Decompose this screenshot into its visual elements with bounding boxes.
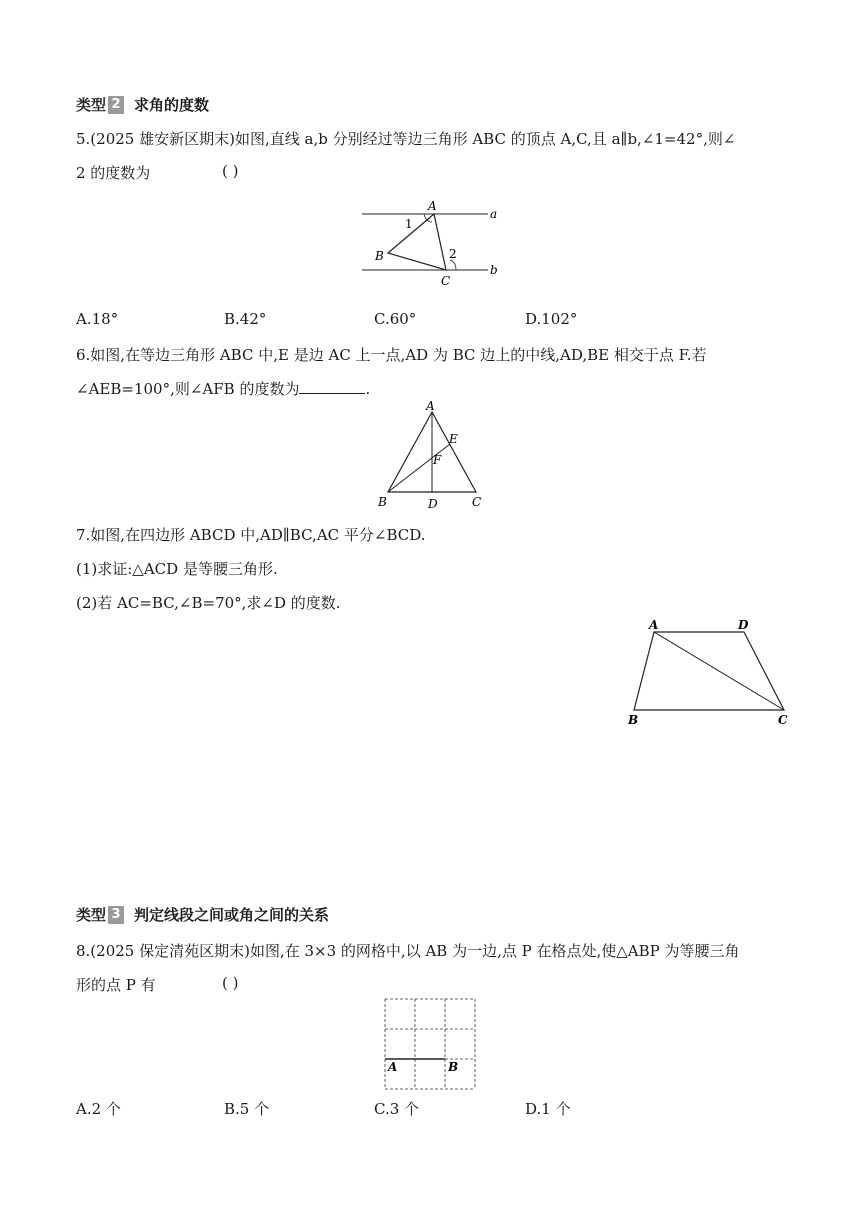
q6-text-line2 (76, 378, 370, 399)
label-D: D (738, 618, 749, 632)
q8-option-b[interactable]: B.5 个 (224, 1100, 270, 1118)
label-B: B (375, 249, 384, 263)
q8-answer-paren: ( ) (222, 974, 239, 992)
q8-text-line1: 8.(2025 保定清苑区期末)如图,在 3×3 的网格中,以 AB 为一边,点 P 在格点处,使△ABP 为等腰三角 (76, 942, 740, 960)
label-B: B (628, 713, 639, 727)
label-C: C (778, 713, 788, 727)
q7-text-line1: 7.如图,在四边形 ABCD 中,AD∥BC,AC 平分∠BCD. (76, 526, 426, 544)
section-number-badge: 3 (108, 906, 124, 924)
q5-option-b[interactable]: B.42° (224, 310, 267, 328)
label-F: F (433, 453, 442, 467)
q7-figure (622, 616, 802, 728)
q5-figure (358, 196, 508, 292)
section-tag: 类型 (76, 906, 107, 924)
section-title: 求角的度数 (134, 96, 210, 114)
label-A: A (388, 1060, 398, 1074)
section-title: 判定线段之间或角之间的关系 (134, 906, 330, 924)
label-E: E (449, 432, 458, 446)
q5-option-d[interactable]: D.102° (525, 310, 578, 328)
q5-text-line1: 5.(2025 雄安新区期末)如图,直线 a,b 分别经过等边三角形 ABC 的顶点 A,C,且 a∥b,∠1=42°,则∠ (76, 130, 736, 148)
label-angle-1: 1 (405, 217, 413, 231)
q5-answer-paren: ( ) (222, 162, 239, 180)
label-D: D (428, 497, 438, 511)
q5-option-c[interactable]: C.60° (374, 310, 417, 328)
q6-text-line1: 6.如图,在等边三角形 ABC 中,E 是边 AC 上一点,AD 为 BC 边上的中线,AD,BE 相交于点 F.若 (76, 346, 707, 364)
q5-option-a[interactable]: A.18° (76, 310, 119, 328)
label-b: b (490, 263, 498, 277)
angle-2-arc (450, 260, 456, 270)
label-B: B (378, 495, 387, 509)
q8-grid-figure (384, 998, 478, 1092)
segment-be (388, 444, 450, 492)
section-header-type-3 (76, 904, 329, 925)
label-A: A (426, 399, 435, 413)
label-B: B (448, 1060, 459, 1074)
dashed-grid (385, 999, 475, 1089)
label-a: a (490, 207, 498, 221)
label-A: A (428, 199, 437, 213)
q6-answer-blank[interactable] (299, 379, 365, 394)
q8-option-c[interactable]: C.3 个 (374, 1100, 420, 1118)
label-C: C (441, 274, 451, 288)
label-A: A (649, 618, 659, 632)
q7-part2: (2)若 AC=BC,∠B=70°,求∠D 的度数. (76, 594, 341, 612)
section-number-badge: 2 (108, 96, 124, 114)
q5-text-line2: 2 的度数为 (76, 164, 151, 182)
q6-figure (372, 398, 492, 514)
section-tag: 类型 (76, 96, 107, 114)
triangle-abc (388, 214, 446, 270)
quadrilateral-abcd (634, 632, 784, 710)
label-angle-2: 2 (449, 247, 457, 261)
q6-text-line2-content: ∠AEB=100°,则∠AFB 的度数为 (76, 380, 300, 398)
label-C: C (472, 495, 482, 509)
q8-option-d[interactable]: D.1 个 (525, 1100, 571, 1118)
q6-text-end: . (365, 380, 371, 398)
section-header-type-2 (76, 94, 209, 115)
q8-text-line2: 形的点 P 有 (76, 976, 156, 994)
q7-part1: (1)求证:△ACD 是等腰三角形. (76, 560, 278, 578)
q8-option-a[interactable]: A.2 个 (76, 1100, 121, 1118)
